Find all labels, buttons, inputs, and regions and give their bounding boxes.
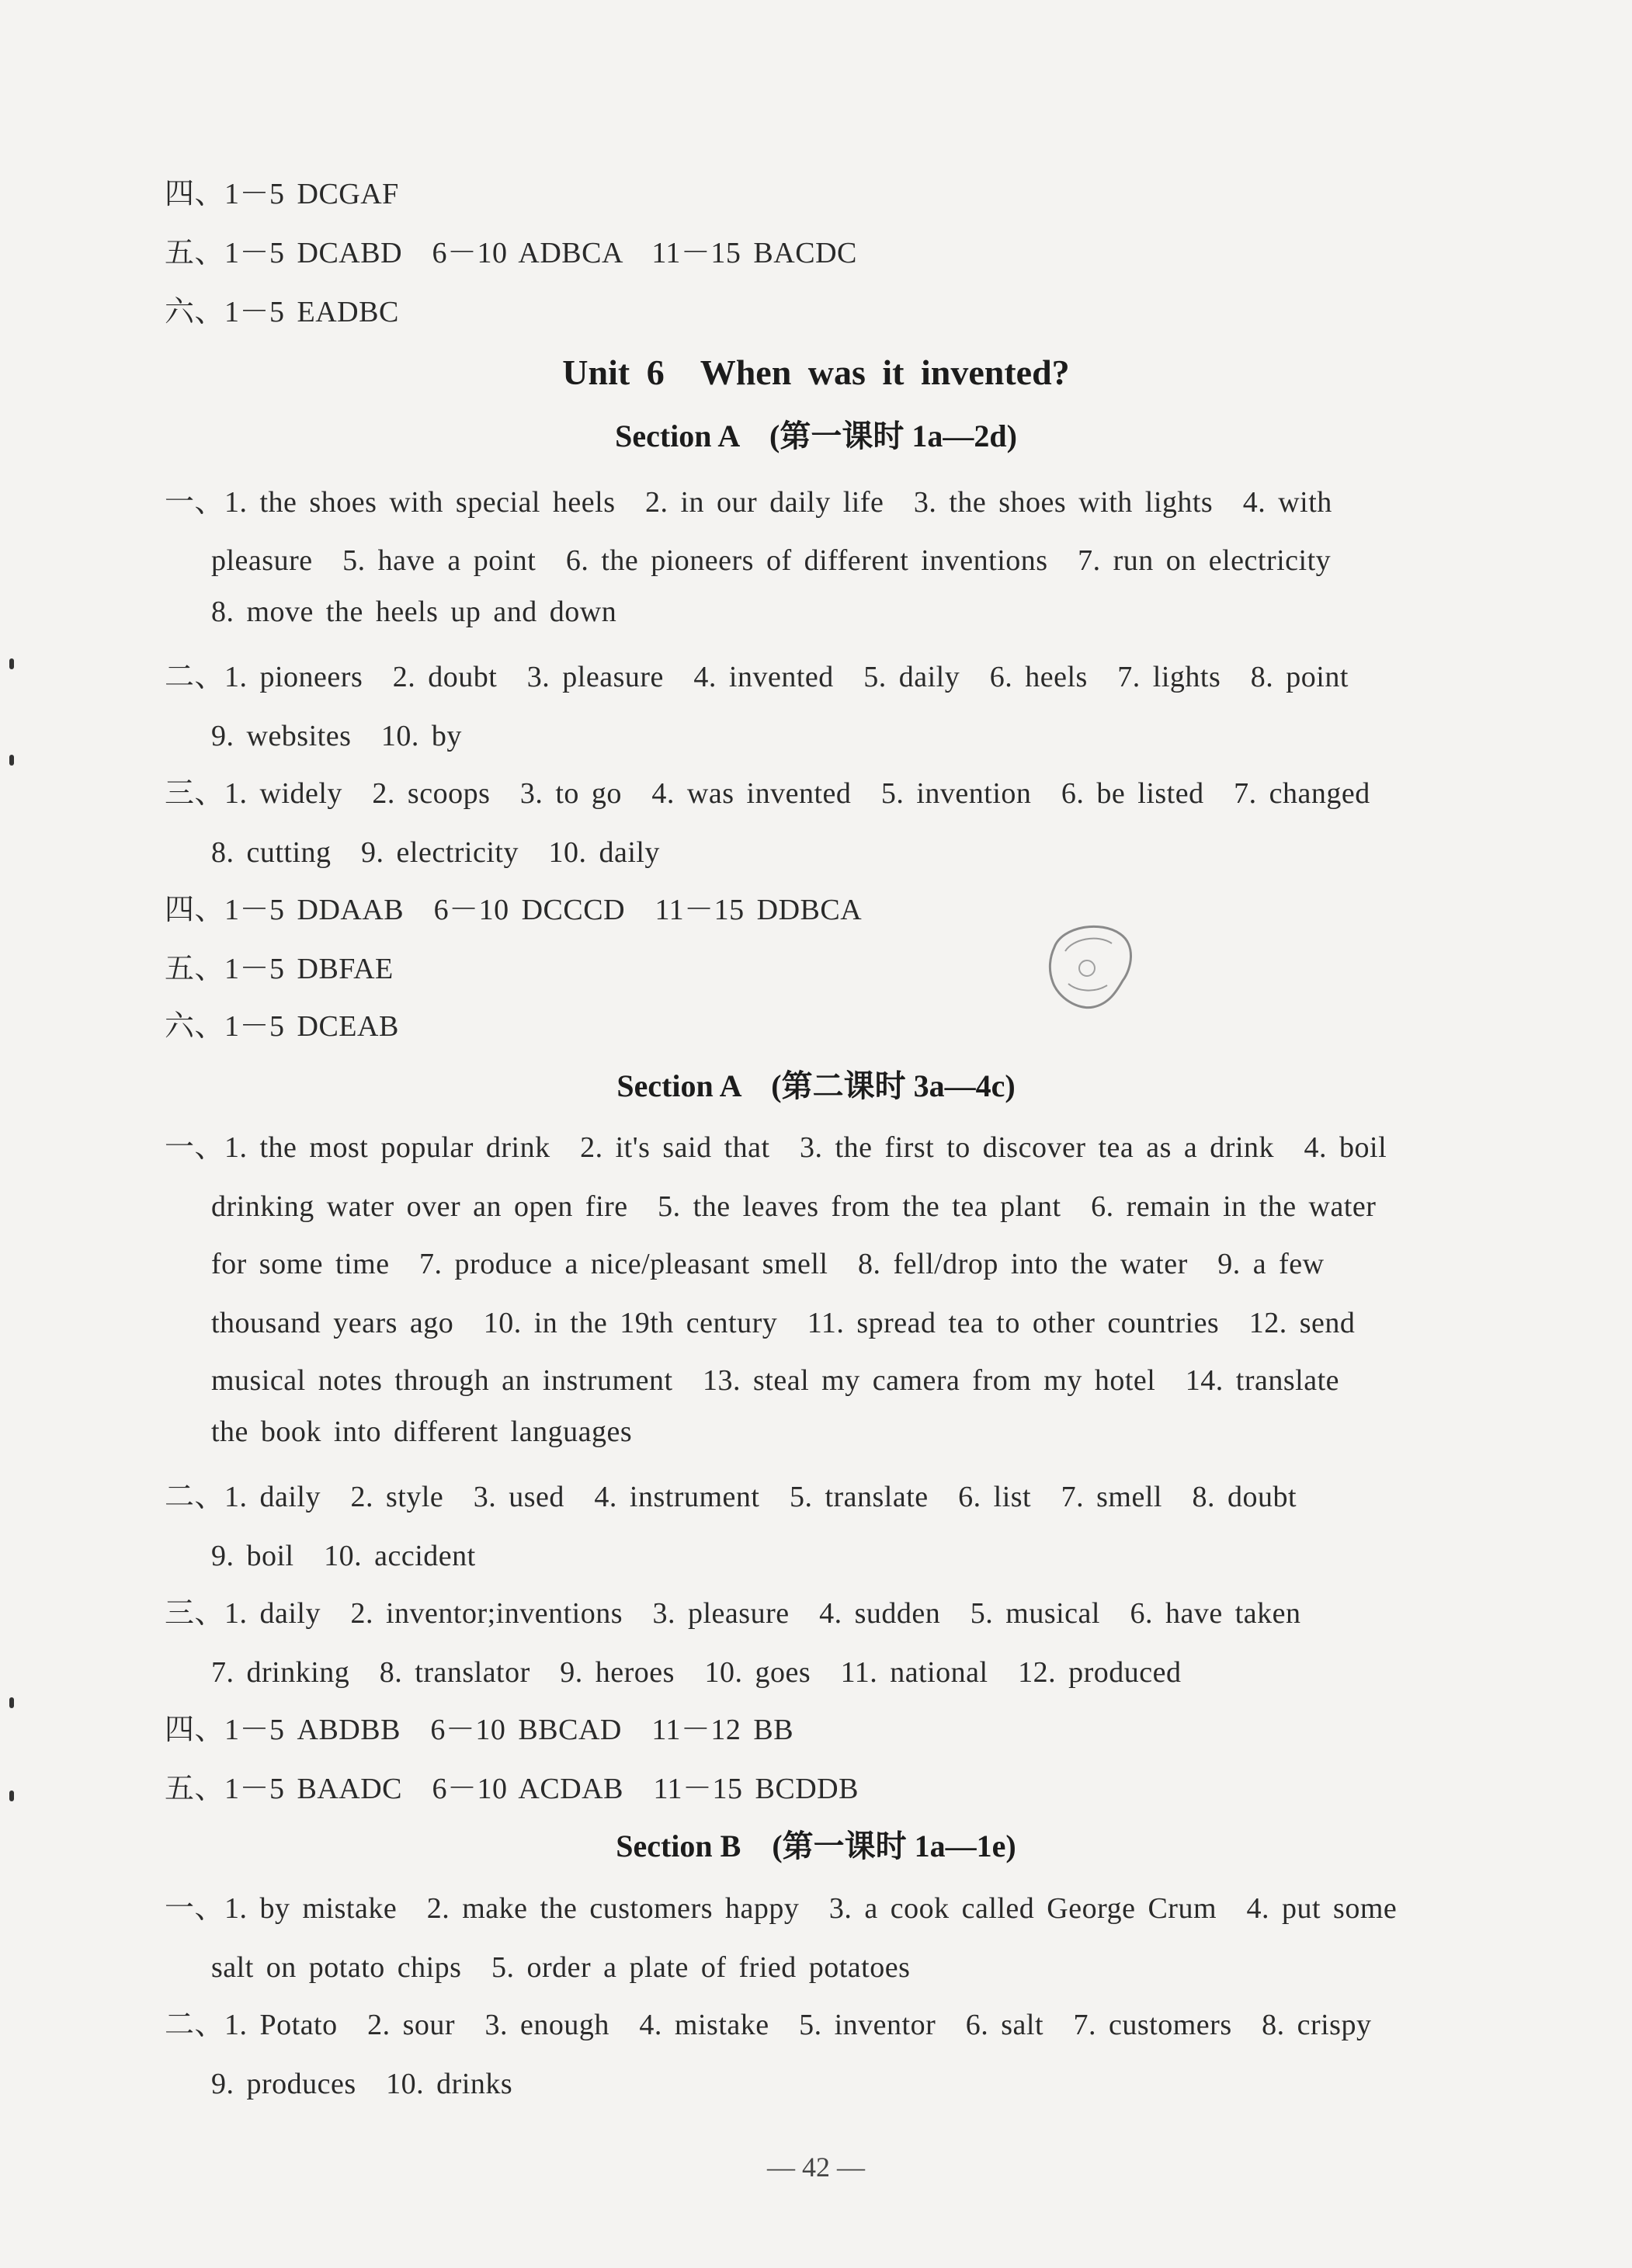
- answer-line: thousand years ago 10. in the 19th century 11. spread tea to other countries 12. send: [211, 1307, 1356, 1339]
- answer-line: 二、1. Potato 2. sour 3. enough 4. mistake 5. inventor 6. salt 7. customers 8. crispy: [165, 2009, 1372, 2041]
- answer-line: 三、1. widely 2. scoops 3. to go 4. was invented 5. invention 6. be listed 7. changed: [165, 777, 1370, 810]
- answer-line: 9. produces 10. drinks: [211, 2068, 513, 2100]
- unit-title: Unit 6 When was it invented?: [562, 353, 1070, 392]
- answer-line: drinking water over an open fire 5. the leaves from the tea plant 6. remain in the water: [211, 1190, 1377, 1223]
- margin-mark: [9, 755, 14, 766]
- answer-line: pleasure 5. have a point 6. the pioneers of different inventions 7. run on electricity: [211, 544, 1332, 577]
- answer-line: 7. drinking 8. translator 9. heroes 10. goes 11. national 12. produced: [211, 1656, 1182, 1689]
- answer-line: 四、1－5 DDAAB 6－10 DCCCD 11－15 DDBCA: [165, 894, 863, 926]
- answer-line: 二、1. pioneers 2. doubt 3. pleasure 4. invented 5. daily 6. heels 7. lights 8. point: [165, 661, 1349, 693]
- margin-mark: [9, 658, 14, 669]
- answer-line: 四、1－5 ABDBB 6－10 BBCAD 11－12 BB: [165, 1714, 794, 1746]
- answer-line: musical notes through an instrument 13. steal my camera from my hotel 14. translate: [211, 1364, 1340, 1397]
- margin-mark: [9, 1790, 14, 1801]
- answer-line: 五、1－5 BAADC 6－10 ACDAB 11－15 BCDDB: [165, 1773, 859, 1805]
- answer-line: 一、1. by mistake 2. make the customers happy 3. a cook called George Crum 4. put some: [165, 1892, 1398, 1925]
- answer-line: 8. move the heels up and down: [211, 596, 617, 628]
- section-heading: Section A (第一课时 1a—2d): [615, 419, 1017, 453]
- answer-line: 六、1－5 EADBC: [165, 296, 399, 328]
- answer-line: 一、1. the shoes with special heels 2. in our daily life 3. the shoes with lights 4. with: [165, 486, 1332, 519]
- answer-line: 三、1. daily 2. inventor;inventions 3. pleasure 4. sudden 5. musical 6. have taken: [165, 1597, 1301, 1630]
- answer-line: 9. boil 10. accident: [211, 1540, 476, 1572]
- answer-line: 五、1－5 DCABD 6－10 ADBCA 11－15 BACDC: [165, 237, 857, 269]
- answer-line: 四、1－5 DCGAF: [165, 178, 399, 210]
- answer-line: 五、1－5 DBFAE: [165, 953, 394, 985]
- section-heading: Section B (第一课时 1a—1e): [616, 1829, 1016, 1863]
- answer-line: 8. cutting 9. electricity 10. daily: [211, 836, 660, 869]
- answer-line: salt on potato chips 5. order a plate of fried potatoes: [211, 1951, 911, 1984]
- margin-mark: [9, 1697, 14, 1708]
- answer-line: 六、1－5 DCEAB: [165, 1010, 399, 1043]
- section-heading: Section A (第二课时 3a—4c): [616, 1068, 1016, 1103]
- answer-line: 9. websites 10. by: [211, 720, 462, 752]
- answer-line: 二、1. daily 2. style 3. used 4. instrument 5. translate 6. list 7. smell 8. doubt: [165, 1481, 1297, 1513]
- answer-line: the book into different languages: [211, 1415, 633, 1448]
- answer-line: 一、1. the most popular drink 2. it's said that 3. the first to discover tea as a drink 4. boil: [165, 1131, 1387, 1164]
- seal-stamp-icon: [1039, 920, 1140, 1013]
- page-number: — 42 —: [767, 2152, 865, 2183]
- answer-line: for some time 7. produce a nice/pleasant smell 8. fell/drop into the water 9. a few: [211, 1248, 1325, 1280]
